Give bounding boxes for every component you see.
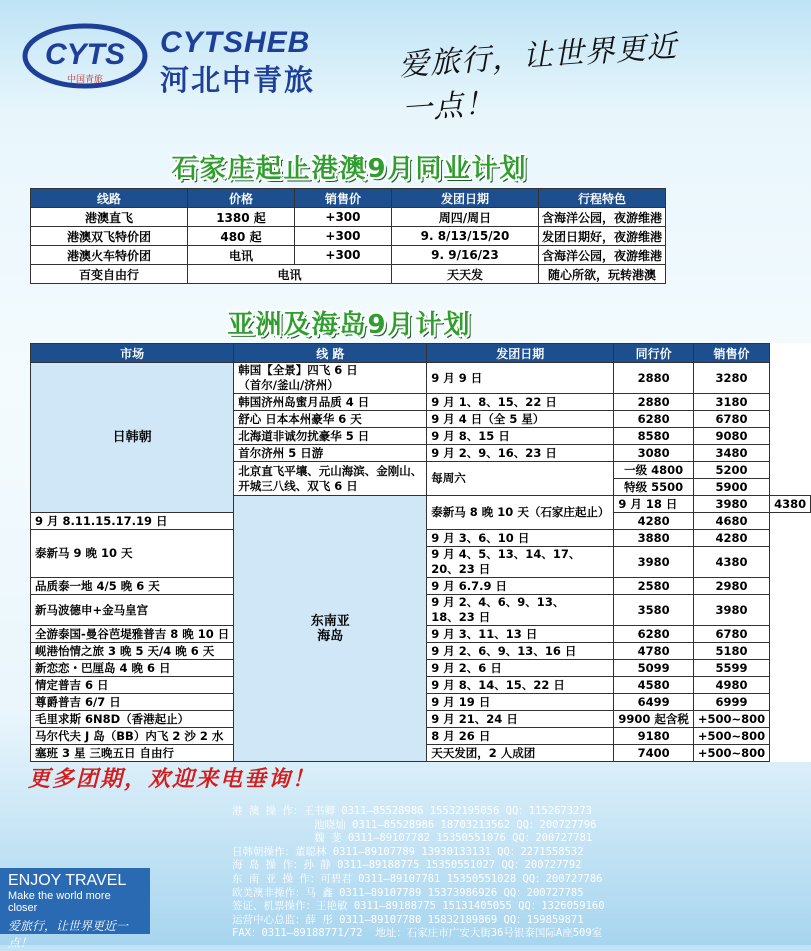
market-cell <box>234 496 427 762</box>
col-market: 市场 <box>31 344 234 363</box>
sale-cell: +500~800 <box>693 745 769 762</box>
contact-line: 运营中心总监：薛 彤 0311—89107780 15832189869 QQ：159859871 <box>232 913 584 926</box>
cell: 电讯 <box>187 265 391 284</box>
col-route: 线 路 <box>234 344 427 363</box>
sale-cell: +500~800 <box>693 711 769 728</box>
col-route: 线路 <box>31 189 188 208</box>
price-cell: 3980 <box>693 496 769 513</box>
route-cell: 塞班 3 星 三晚五日 自由行 <box>31 745 234 762</box>
date-cell: 9 月 3、6、10 日 <box>427 530 614 547</box>
col-sale: 销售价 <box>294 189 391 208</box>
enjoy-line1: ENJOY TRAVEL <box>8 872 127 889</box>
cell: 天天发 <box>391 265 538 284</box>
date-cell: 8 月 26 日 <box>427 728 614 745</box>
contact-line: 欧美澳非操作：马 鑫 0311—89107789 15373986926 QQ：200727785 <box>232 886 584 899</box>
asia-island-table <box>30 343 811 762</box>
sale-cell: 4980 <box>693 677 769 694</box>
route-text: 韩国【全景】四飞 6 日 <box>238 363 358 377</box>
cyts-logo-icon <box>20 22 150 90</box>
sale-cell: 3480 <box>693 445 769 462</box>
price-cell: 3880 <box>614 530 694 547</box>
sale-cell: 5200 <box>693 462 769 479</box>
table-row <box>31 246 666 265</box>
date-cell: 9 月 8、15 日 <box>427 428 614 445</box>
price-cell: 3080 <box>614 445 694 462</box>
table-row <box>31 208 666 227</box>
contact-line: 港 澳 操 作：王书卿 0311—85528986 15532195056 QQ：1152673273 <box>232 805 593 817</box>
route-cell: 尊爵普吉 6/7 日 <box>31 694 234 711</box>
price-cell: 6499 <box>614 694 694 711</box>
sale-cell: 5900 <box>693 479 769 496</box>
price-cell: 4780 <box>614 643 694 660</box>
col-sale-price: 销售价 <box>693 344 769 363</box>
route-cell: 泰新马 8 晚 10 天（石家庄起止） <box>427 496 614 530</box>
sale-cell: 4380 <box>693 547 769 578</box>
date-cell: 9 月 8、14、15、22 日 <box>427 677 614 694</box>
cell: 含海洋公园，夜游维港 <box>538 246 665 265</box>
price-cell: 9180 <box>614 728 694 745</box>
contact-list <box>232 805 605 941</box>
cell: 480 起 <box>187 227 294 246</box>
sale-cell: 5180 <box>693 643 769 660</box>
sale-cell: +500~800 <box>693 728 769 745</box>
date-cell: 9 月 9 日 <box>427 363 614 394</box>
route-cell: 岘港怡情之旅 3 晚 5 天/4 晚 6 天 <box>31 643 234 660</box>
price-cell: 3980 <box>614 547 694 578</box>
date-cell <box>427 595 614 626</box>
col-date: 发团日期 <box>427 344 614 363</box>
sale-cell: 6780 <box>693 626 769 643</box>
cell: 港澳直飞 <box>31 208 188 227</box>
contact-line: 东 南 亚 操 作：可碧君 0311—89107781 15350551028 QQ：200727786 <box>232 872 603 885</box>
sale-cell: 6999 <box>693 694 769 711</box>
logo-cn: 河北中青旅 <box>160 63 316 97</box>
enjoy-travel-badge <box>0 868 150 950</box>
date-cell: 9 月 6.7.9 日 <box>427 578 614 595</box>
price-cell: 3580 <box>614 595 694 626</box>
date-text: 9 月 2、4、6、9、13、 <box>431 595 565 609</box>
price-cell: 8580 <box>614 428 694 445</box>
date-cell: 9 月 19 日 <box>427 694 614 711</box>
date-cell <box>427 547 614 578</box>
contact-line: 日韩朝操作：董聪林 0311—89107789 13930133131 QQ：2271558532 <box>232 845 584 858</box>
price-cell: 4580 <box>614 677 694 694</box>
cell: +300 <box>294 227 391 246</box>
date-cell: 9 月 4 日（全 5 星） <box>427 411 614 428</box>
table-row <box>31 227 666 246</box>
table-header-row <box>31 189 666 208</box>
col-feature: 行程特色 <box>538 189 665 208</box>
sale-cell: 4380 <box>770 496 811 513</box>
logo-en: CYTSHEB <box>160 26 311 59</box>
sale-cell: 5599 <box>693 660 769 677</box>
contact-line: 魏 斐 0311—89107782 15350551076 QQ：200727781 <box>232 832 593 845</box>
table-row <box>31 363 811 394</box>
sale-cell: 3980 <box>693 595 769 626</box>
date-cell: 9 月 2、6 日 <box>427 660 614 677</box>
col-peer-price: 同行价 <box>614 344 694 363</box>
header <box>0 0 699 128</box>
table-row <box>31 265 666 284</box>
col-price: 价格 <box>187 189 294 208</box>
cell: 电讯 <box>187 246 294 265</box>
price-cell: 2580 <box>614 578 694 595</box>
section2-title: 亚洲及海岛9月计划 <box>227 310 472 340</box>
price-cell: 一级 4800 <box>614 462 694 479</box>
cell: 周四/周日 <box>391 208 538 227</box>
slogan: 爱旅行，让世界更近一点！ <box>397 29 679 128</box>
sale-cell: 4280 <box>693 530 769 547</box>
sale-cell: 9080 <box>693 428 769 445</box>
route-cell: 韩国济州岛蜜月品质 4 日 <box>234 394 427 411</box>
col-date: 发团日期 <box>391 189 538 208</box>
cell: 1380 起 <box>187 208 294 227</box>
cell: +300 <box>294 208 391 227</box>
cell: 港澳火车特价团 <box>31 246 188 265</box>
hk-macau-table <box>30 188 666 284</box>
route-cell <box>234 462 427 496</box>
sale-cell: 6780 <box>693 411 769 428</box>
sale-cell: 4680 <box>693 513 769 530</box>
cell: 港澳双飞特价团 <box>31 227 188 246</box>
contact-line: 海 岛 操 作：孙 静 0311—89188775 15350551027 QQ：200727792 <box>232 859 582 872</box>
route-cell: 品质泰一地 4/5 晚 6 天 <box>31 578 234 595</box>
enjoy-line2: Make the world more closer <box>8 890 111 914</box>
route-cell: 马尔代夫 J 岛（BB）内飞 2 沙 2 水 <box>31 728 234 745</box>
date-cell: 9 月 3、11、13 日 <box>427 626 614 643</box>
cell: +300 <box>294 246 391 265</box>
price-cell: 2880 <box>614 363 694 394</box>
table-header-row <box>31 344 811 363</box>
route-text: 开城三八线、双飞 6 日 <box>238 478 358 493</box>
section1-title: 石家庄起止港澳9月同业计划 <box>171 154 528 184</box>
cell: 含海洋公园，夜游维港 <box>538 208 665 227</box>
price-cell: 5099 <box>614 660 694 677</box>
route-text: 北京直飞平壤、元山海滨、金刚山、 <box>238 463 423 478</box>
date-cell: 9 月 18 日 <box>614 496 694 513</box>
contact-line: 池晓灿 0311—85528986 18703213562 QQ：200727796 <box>232 818 597 831</box>
market-text: 东南亚 <box>310 613 350 629</box>
date-text: 9 月 4、5、13、14、17、 <box>431 547 581 561</box>
date-cell: 9 月 2、9、16、23 日 <box>427 445 614 462</box>
cell: 随心所欲，玩转港澳 <box>538 265 665 284</box>
cell: 发团日期好，夜游维港 <box>538 227 665 246</box>
date-cell: 每周六 <box>427 462 614 496</box>
price-cell: 9900 起含税 <box>614 711 694 728</box>
route-cell: 北海道非诚勿扰豪华 5 日 <box>234 428 427 445</box>
enjoy-line3: 爱旅行，让世界更近一点！ <box>8 919 129 950</box>
route-cell: 首尔济州 5 日游 <box>234 445 427 462</box>
sale-cell: 3280 <box>693 363 769 394</box>
route-cell <box>234 363 427 394</box>
promo-text: 更多团期，欢迎来电垂询！ <box>28 766 317 792</box>
route-cell: 全游泰国-曼谷芭堤雅普吉 8 晚 10 日 <box>31 626 234 643</box>
cell: 9. 9/16/23 <box>391 246 538 265</box>
contact-line: 签证、机票操作：王艳敏 0311—89188775 15131405055 QQ：1326059160 <box>232 900 605 913</box>
price-cell: 4280 <box>614 513 694 530</box>
date-cell: 9 月 8.11.15.17.19 日 <box>31 513 234 530</box>
date-text: 20、23 日 <box>431 562 491 576</box>
route-cell: 舒心 日本本州豪华 6 天 <box>234 411 427 428</box>
route-cell: 新马波德申+金马皇宫 <box>31 595 234 626</box>
price-cell: 6280 <box>614 411 694 428</box>
date-text: 18、23 日 <box>431 610 491 624</box>
date-cell: 9 月 1、8、15、22 日 <box>427 394 614 411</box>
route-cell: 新恋恋・巴厘岛 4 晚 6 日 <box>31 660 234 677</box>
market-cell: 日韩朝 <box>31 363 234 513</box>
route-cell: 泰新马 9 晚 10 天 <box>31 530 234 578</box>
price-cell: 特级 5500 <box>614 479 694 496</box>
route-cell: 情定普吉 6 日 <box>31 677 234 694</box>
price-cell: 2880 <box>614 394 694 411</box>
route-text: （首尔/釜山/济州） <box>238 378 339 392</box>
date-cell: 9 月 21、24 日 <box>427 711 614 728</box>
contact-line: FAX：0311—89188771/72 地址：石家庄市广安大街36号银泰国际A座509室 <box>232 927 603 940</box>
price-cell: 7400 <box>614 745 694 762</box>
date-cell: 天天发团，2 人成团 <box>427 745 614 762</box>
price-cell: 6280 <box>614 626 694 643</box>
sale-cell: 2980 <box>693 578 769 595</box>
logo-mark-cn: 中国青旅 <box>66 75 104 85</box>
sale-cell: 3180 <box>693 394 769 411</box>
market-text: 海岛 <box>317 628 344 644</box>
route-cell: 毛里求斯 6N8D（香港起止） <box>31 711 234 728</box>
cell: 9. 8/13/15/20 <box>391 227 538 246</box>
logo-mark-text: CYTS <box>44 38 126 71</box>
date-cell: 9 月 2、6、9、13、16 日 <box>427 643 614 660</box>
cell: 百变自由行 <box>31 265 188 284</box>
